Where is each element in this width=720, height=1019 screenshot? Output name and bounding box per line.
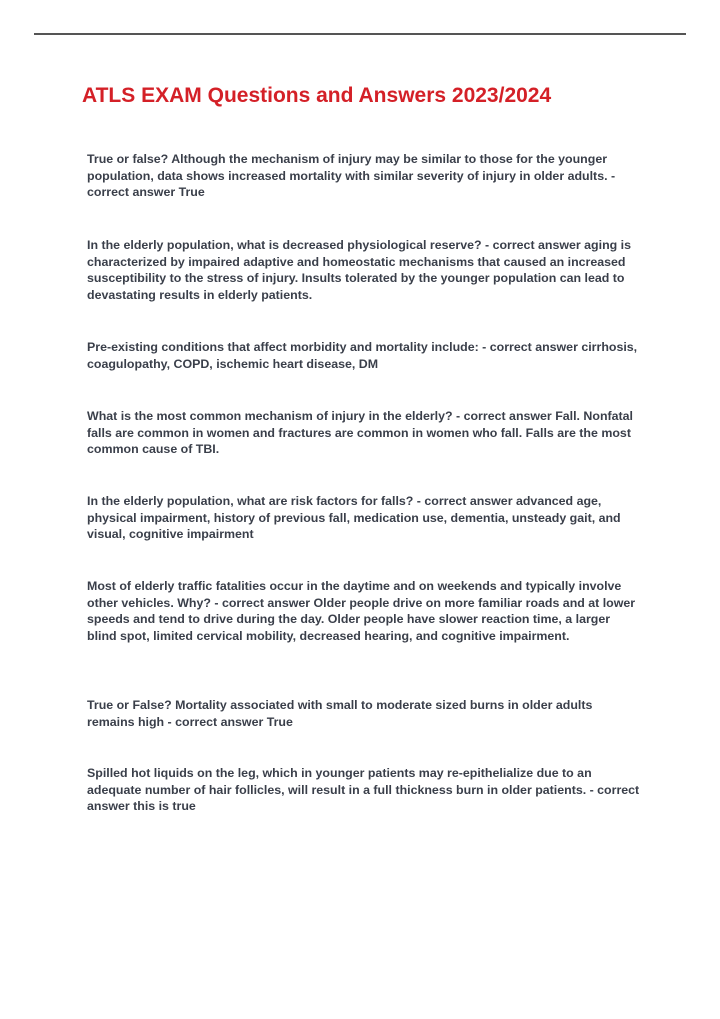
qa-item-3: Pre-existing conditions that affect morbidity and mortality include: - correct answer cirrhosis, coagulopathy, COPD, ischemic heart disease, DM [87, 340, 638, 371]
top-divider [34, 33, 686, 35]
qa-item-4: What is the most common mechanism of injury in the elderly? - correct answer Fall. Nonfatal falls are common in women and fractures are common in women who fall. Falls are the most common cause of TBI. [87, 409, 633, 457]
qa-item-1: True or false? Although the mechanism of injury may be similar to those for the younger population, data shows increased mortality with similar severity of injury in older adults. - correct answer True [87, 152, 616, 200]
qa-item-7: True or False? Mortality associated with small to moderate sized burns in older adults remains high - correct answer True [87, 698, 593, 729]
qa-item-2: In the elderly population, what is decreased physiological reserve? - correct answer aging is characterized by impaired adaptive and homeostatic mechanisms that caused an increased susceptibility to the stress of injury. Insults tolerated by the younger population can lead to devastating results in elderly patients. [87, 238, 631, 302]
qa-item-5: In the elderly population, what are risk factors for falls? - correct answer advanced age, physical impairment, history of previous fall, medication use, dementia, unsteady gait, and visual, cognitive impairment [87, 494, 621, 542]
qa-item-8: Spilled hot liquids on the leg, which in younger patients may re-epithelialize due to an adequate number of hair follicles, will result in a full thickness burn in older patients. - correct answer this is true [87, 766, 640, 814]
qa-item-6: Most of elderly traffic fatalities occur in the daytime and on weekends and typically involve other vehicles. Why? - correct answer Older people drive on more familiar roads and at lower speeds and tend to drive during the day. Older people have slower reaction time, a larger blind spot, limited cervical mobility, decreased hearing, and cognitive impairment. [87, 579, 636, 643]
document-title: ATLS EXAM Questions and Answers 2023/2024 [82, 84, 552, 107]
